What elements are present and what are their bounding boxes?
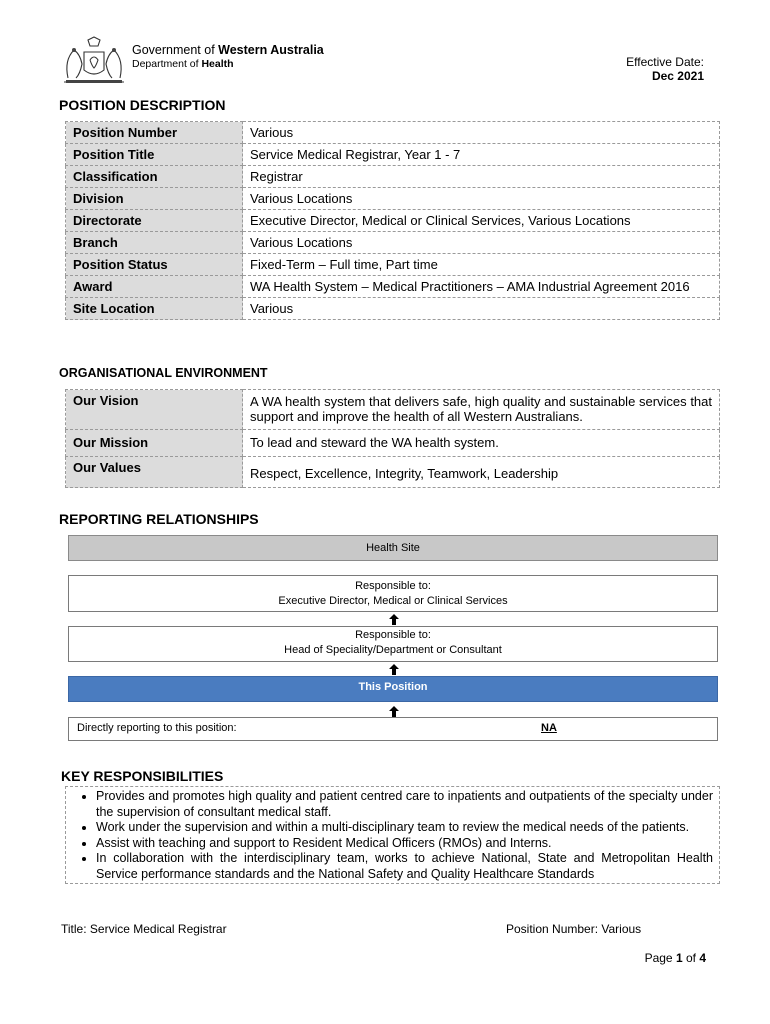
responsibilities-list bbox=[72, 789, 713, 883]
wa-coat-of-arms-icon bbox=[60, 36, 128, 86]
row-value: Registrar bbox=[243, 166, 720, 188]
health-site-box: Health Site bbox=[68, 535, 718, 561]
footer-position-number: Position Number: Various bbox=[506, 922, 642, 936]
table-row bbox=[66, 457, 720, 488]
table-row bbox=[66, 390, 720, 430]
page-current: 1 bbox=[675, 951, 683, 965]
row-value: Various Locations bbox=[243, 232, 720, 254]
responsible-to-executive-box bbox=[68, 575, 718, 612]
row-value: Service Medical Registrar, Year 1 - 7 bbox=[243, 144, 720, 166]
key-responsibilities-box bbox=[65, 786, 720, 884]
row-label: Our Mission bbox=[66, 430, 243, 457]
dept-bold: Health bbox=[201, 58, 234, 70]
responsible-value: Executive Director, Medical or Clinical Services bbox=[278, 595, 508, 607]
row-value: Fixed-Term – Full time, Part time bbox=[243, 254, 720, 276]
reporting-relationships-heading: REPORTING RELATIONSHIPS bbox=[59, 511, 259, 527]
row-label: Directorate bbox=[66, 210, 243, 232]
table-row bbox=[66, 210, 720, 232]
row-label: Branch bbox=[66, 232, 243, 254]
position-description-heading: POSITION DESCRIPTION bbox=[59, 97, 226, 113]
page-mid: of bbox=[682, 951, 700, 965]
table-row bbox=[66, 232, 720, 254]
arrow-up-icon bbox=[388, 664, 400, 675]
page-number bbox=[645, 951, 706, 965]
row-value: Various bbox=[243, 122, 720, 144]
row-value: Respect, Excellence, Integrity, Teamwork, Leadership bbox=[243, 457, 720, 488]
responsible-label: Responsible to: bbox=[355, 629, 431, 641]
row-label: Position Title bbox=[66, 144, 243, 166]
table-row bbox=[66, 166, 720, 188]
row-label: Site Location bbox=[66, 298, 243, 320]
row-value: A WA health system that delivers safe, high quality and sustainable services that support and improve the health of all Western Australians. bbox=[243, 390, 720, 430]
row-label: Classification bbox=[66, 166, 243, 188]
list-item: • Assist with teaching and support to Resident Medical Officers (RMOs) and Interns. bbox=[96, 836, 713, 852]
organisational-environment-table bbox=[65, 389, 720, 488]
organisational-environment-heading: ORGANISATIONAL ENVIRONMENT bbox=[59, 366, 268, 380]
row-value: WA Health System – Medical Practitioners – AMA Industrial Agreement 2016 bbox=[243, 276, 720, 298]
list-item: • Provides and promotes high quality and patient centred care to inpatients and outpatients of the specialty under the supervision of consultant medical staff. bbox=[96, 789, 713, 820]
row-label: Division bbox=[66, 188, 243, 210]
table-row bbox=[66, 144, 720, 166]
this-position-box: This Position bbox=[68, 676, 718, 702]
table-row bbox=[66, 276, 720, 298]
table-row bbox=[66, 430, 720, 457]
row-label: Our Values bbox=[66, 457, 243, 488]
page-total: 4 bbox=[699, 951, 706, 965]
responsible-label: Responsible to: bbox=[355, 580, 431, 592]
row-label: Position Status bbox=[66, 254, 243, 276]
table-row bbox=[66, 188, 720, 210]
page-prefix: Page bbox=[644, 951, 676, 965]
direct-reports-value: NA bbox=[541, 722, 557, 734]
list-item: • Work under the supervision and within a multi-disciplinary team to review the medical needs of the patients. bbox=[96, 820, 713, 836]
table-row bbox=[66, 254, 720, 276]
gov-bold: Western Australia bbox=[218, 43, 324, 57]
row-value: Various Locations bbox=[243, 188, 720, 210]
position-details-table bbox=[65, 121, 720, 320]
arrow-up-icon bbox=[388, 614, 400, 625]
row-label: Position Number bbox=[66, 122, 243, 144]
row-label: Our Vision bbox=[66, 390, 243, 430]
table-row bbox=[66, 298, 720, 320]
row-value: To lead and steward the WA health system. bbox=[243, 430, 720, 457]
arrow-up-icon bbox=[388, 706, 400, 717]
direct-reports-label: Directly reporting to this position: bbox=[77, 722, 237, 734]
responsible-to-head-box bbox=[68, 626, 718, 662]
gov-prefix: Government of bbox=[132, 43, 219, 57]
table-row bbox=[66, 122, 720, 144]
footer-title: Title: Service Medical Registrar bbox=[61, 922, 227, 936]
dept-prefix: Department of bbox=[132, 58, 202, 70]
department-name bbox=[132, 43, 324, 71]
row-value: Executive Director, Medical or Clinical Services, Various Locations bbox=[243, 210, 720, 232]
row-value: Various bbox=[243, 298, 720, 320]
direct-reports-box bbox=[68, 717, 718, 741]
effective-date bbox=[626, 55, 704, 83]
responsible-value: Head of Speciality/Department or Consultant bbox=[284, 644, 502, 656]
effective-date-value: Dec 2021 bbox=[651, 69, 704, 83]
key-responsibilities-heading: KEY RESPONSIBILITIES bbox=[61, 768, 224, 784]
effective-date-label: Effective Date: bbox=[626, 55, 704, 69]
row-label: Award bbox=[66, 276, 243, 298]
list-item: • In collaboration with the interdisciplinary team, works to achieve National, State and Metropolitan Health Service performance standards and the National Safety and Quality Healthcare Standards bbox=[96, 851, 713, 882]
